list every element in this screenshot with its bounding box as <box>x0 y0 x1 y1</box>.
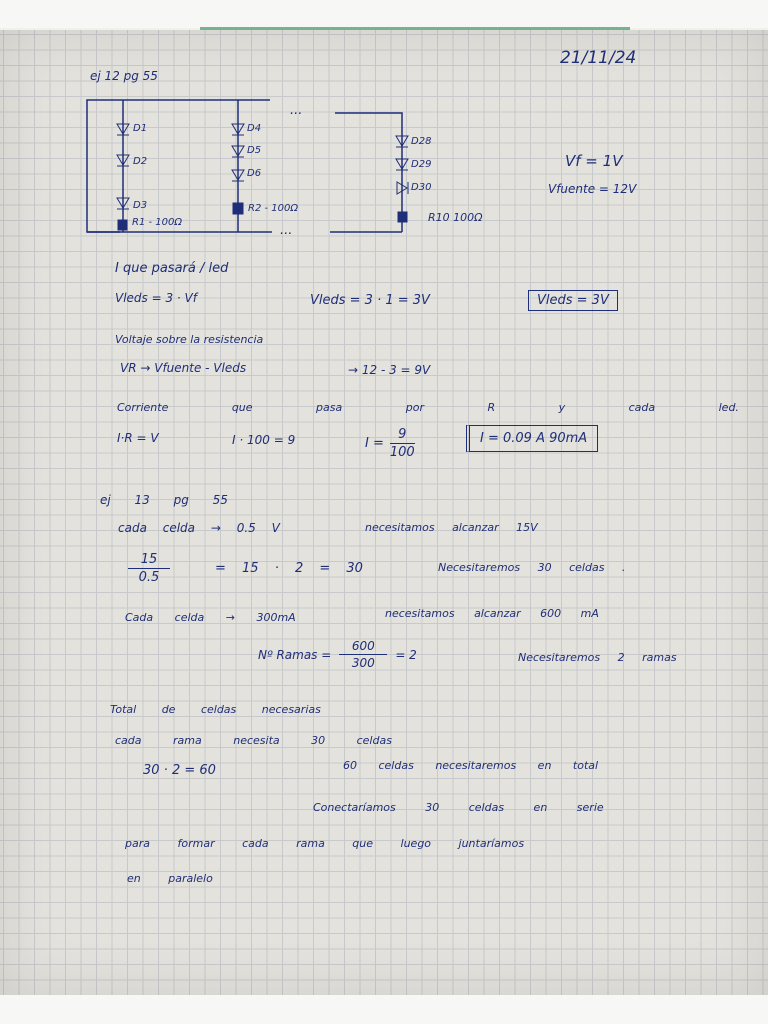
resistor-r1-symbol <box>118 220 127 230</box>
question-current-per-led: I que pasará / led <box>115 261 229 276</box>
fraction-bar <box>339 654 387 655</box>
total-calculation: 30 · 2 = 60 <box>143 763 216 778</box>
conclusion-line-3: en paralelo <box>127 872 213 885</box>
resistor-r10-symbol <box>398 212 407 222</box>
label-r10: R10 100Ω <box>428 211 483 224</box>
branches-result-text: Necesitaremos 2 ramas <box>518 651 677 664</box>
cell-voltage-line: cada celda → 0.5 V <box>118 521 280 535</box>
current-fraction <box>390 428 415 459</box>
branches-fraction-denominator: 300 <box>351 656 375 670</box>
branches-expression <box>258 640 417 669</box>
total-cells-title: Total de celdas necesarias <box>110 703 321 716</box>
current-equals: I = <box>365 436 384 451</box>
vr-title: Voltaje sobre la resistencia <box>115 333 264 346</box>
current-calculation: I · 100 = 9 <box>232 433 296 447</box>
current-fraction-numerator: 9 <box>398 427 407 442</box>
label-d28: D28 <box>411 136 432 147</box>
exercise-13-heading: ej 13 pg 55 <box>100 493 228 507</box>
label-r1: R1 - 100Ω <box>132 217 183 228</box>
current-fraction-denominator: 100 <box>389 445 415 460</box>
vr-formula: VR → Vfuente - Vleds <box>120 361 247 375</box>
ohm-law: I·R = V <box>117 431 159 445</box>
per-branch-cells: cada rama necesita 30 celdas <box>115 734 392 747</box>
vleds-calculation: Vleds = 3 · 1 = 3V <box>310 293 430 308</box>
vr-calculation: → 12 - 3 = 9V <box>348 363 431 377</box>
resistor-r2-symbol <box>233 203 243 214</box>
branches-label: Nº Ramas = <box>258 647 332 662</box>
vleds-result-box: Vleds = 3V <box>528 290 618 311</box>
circuit-right-rail <box>335 113 402 232</box>
given-vfuente: Vfuente = 12V <box>548 182 637 196</box>
page-date: 21/11/24 <box>560 48 637 68</box>
current-fraction-expression <box>365 428 415 459</box>
exercise-12-heading: ej 12 pg 55 <box>90 69 158 83</box>
conclusion-line-1: Conectaríamos 30 celdas en serie <box>313 801 604 814</box>
current-title: Corriente que pasa por R y cada led. <box>117 401 739 414</box>
vleds-formula: Vleds = 3 · Vf <box>115 291 197 305</box>
label-d3: D3 <box>133 200 148 211</box>
label-r2: R2 - 100Ω <box>248 203 299 214</box>
circuit-dots-bottom: ... <box>280 223 293 238</box>
branches-fraction-numerator: 600 <box>351 639 375 653</box>
label-d30: D30 <box>411 182 432 193</box>
series-calculation: = 15 · 2 = 30 <box>215 561 363 576</box>
label-d2: D2 <box>133 156 148 167</box>
series-fraction-denominator: 0.5 <box>138 570 160 585</box>
label-d4: D4 <box>247 123 262 134</box>
total-result-text: 60 celdas necesitaremos en total <box>343 759 599 772</box>
conclusion-line-2: para formar cada rama que luego juntaríamos <box>125 837 525 850</box>
cell-current-line: Cada celda → 300mA <box>125 611 296 624</box>
current-result-box: I = 0.09 A 90mA <box>466 425 598 452</box>
fraction-bar <box>390 443 415 444</box>
target-voltage-line: necesitamos alcanzar 15V <box>365 521 538 534</box>
target-current-line: necesitamos alcanzar 600 mA <box>385 607 599 620</box>
series-fraction <box>128 553 170 584</box>
label-d6: D6 <box>247 168 262 179</box>
branches-result: = 2 <box>395 647 417 662</box>
fraction-bar <box>128 568 170 569</box>
branches-fraction <box>339 640 387 669</box>
label-d5: D5 <box>247 145 262 156</box>
series-fraction-numerator: 15 <box>140 552 158 567</box>
series-result-text: Necesitaremos 30 celdas . <box>438 561 626 574</box>
label-d29: D29 <box>411 159 432 170</box>
label-d1: D1 <box>133 123 148 134</box>
given-vf: Vf = 1V <box>565 152 623 170</box>
circuit-dots-top: ... <box>290 103 303 118</box>
